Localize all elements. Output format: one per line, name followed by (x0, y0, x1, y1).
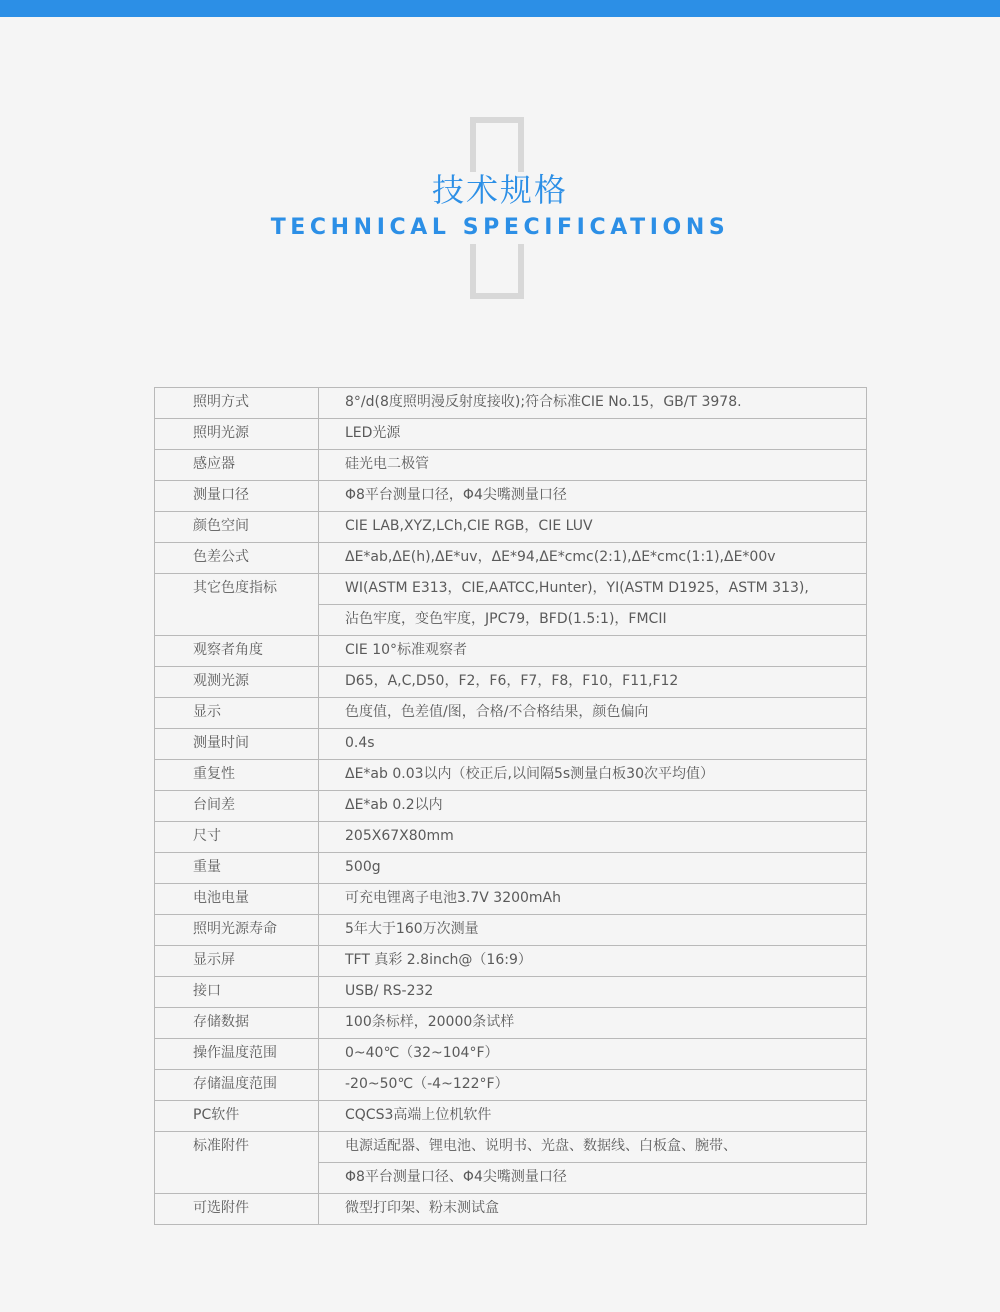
spec-value-line: 电源适配器、锂电池、说明书、光盘、数据线、白板盒、腕带、 (345, 1138, 737, 1154)
spec-row (155, 1101, 867, 1132)
spec-label: 颜色空间 (155, 512, 319, 543)
spec-row (155, 853, 867, 884)
spec-label: 接口 (155, 977, 319, 1008)
spec-value-line: LED光源 (345, 425, 401, 441)
spec-value (319, 1101, 867, 1132)
spec-value-line: ΔE*ab 0.2以内 (345, 797, 443, 813)
spec-row (155, 977, 867, 1008)
spec-label: 尺寸 (155, 822, 319, 853)
spec-value (319, 574, 867, 636)
top-accent-bar (0, 0, 1000, 17)
spec-value (319, 543, 867, 574)
spec-value (319, 1070, 867, 1101)
bracket-bottom-decoration (470, 244, 524, 299)
spec-value (319, 1008, 867, 1039)
spec-label: 照明方式 (155, 388, 319, 419)
spec-value-line: 100条标样，20000条试样 (345, 1014, 515, 1030)
spec-value (319, 667, 867, 698)
spec-value-line: 0.4s (345, 735, 375, 751)
spec-value (319, 1039, 867, 1070)
spec-row (155, 388, 867, 419)
spec-label: 色差公式 (155, 543, 319, 574)
spec-value (319, 915, 867, 946)
spec-value-line: CIE LAB,XYZ,LCh,CIE RGB，CIE LUV (345, 518, 593, 534)
spec-label: 观察者角度 (155, 636, 319, 667)
spec-row (155, 450, 867, 481)
spec-row (155, 574, 867, 636)
spec-label: 存储温度范围 (155, 1070, 319, 1101)
spec-row (155, 729, 867, 760)
spec-label: 可选附件 (155, 1194, 319, 1225)
spec-row (155, 760, 867, 791)
spec-row (155, 419, 867, 450)
spec-label: 照明光源寿命 (155, 915, 319, 946)
spec-value-line: 205X67X80mm (345, 828, 454, 844)
spec-value-line: CQCS3高端上位机软件 (345, 1107, 492, 1123)
spec-value (319, 481, 867, 512)
spec-value-line: 沾色牢度，变色牢度，JPC79，BFD(1.5:1)，FMCII (319, 604, 866, 635)
spec-label: 测量口径 (155, 481, 319, 512)
spec-value (319, 450, 867, 481)
section-title-english: TECHNICAL SPECIFICATIONS (270, 215, 730, 240)
spec-value-line: 500g (345, 859, 381, 875)
spec-value (319, 512, 867, 543)
spec-value-line: 5年大于160万次测量 (345, 921, 479, 937)
spec-row (155, 698, 867, 729)
spec-label: 其它色度指标 (155, 574, 319, 636)
spec-row (155, 481, 867, 512)
spec-value-line: WI(ASTM E313，CIE,AATCC,Hunter)，YI(ASTM D1925，ASTM 313), (345, 580, 809, 596)
spec-label: 观测光源 (155, 667, 319, 698)
spec-value-line: ΔE*ab,ΔE(h),ΔE*uv，ΔE*94,ΔE*cmc(2:1),ΔE*cmc(1:1),ΔE*00v (345, 549, 776, 565)
spec-label: 存储数据 (155, 1008, 319, 1039)
spec-label: 台间差 (155, 791, 319, 822)
spec-value (319, 884, 867, 915)
spec-value-line: 可充电锂离子电池3.7V 3200mAh (345, 890, 562, 906)
spec-value-line: Φ8平台测量口径，Φ4尖嘴测量口径 (345, 487, 567, 503)
spec-row (155, 1194, 867, 1225)
spec-value-line: TFT 真彩 2.8inch@（16:9） (345, 952, 532, 968)
section-title-chinese: 技术规格 (431, 171, 568, 209)
bracket-top-decoration (470, 117, 524, 172)
spec-value-line: ΔE*ab 0.03以内（校正后,以间隔5s测量白板30次平均值） (345, 766, 714, 782)
spec-row (155, 1039, 867, 1070)
spec-value (319, 791, 867, 822)
spec-value (319, 1194, 867, 1225)
spec-label: 操作温度范围 (155, 1039, 319, 1070)
spec-label: 照明光源 (155, 419, 319, 450)
spec-value-line: 8°/d(8度照明漫反射度接收);符合标准CIE No.15，GB/T 3978. (345, 394, 742, 410)
spec-value (319, 636, 867, 667)
spec-row (155, 791, 867, 822)
spec-label: 显示屏 (155, 946, 319, 977)
spec-row (155, 1070, 867, 1101)
spec-value (319, 853, 867, 884)
spec-value (319, 1132, 867, 1194)
spec-value-line: Φ8平台测量口径、Φ4尖嘴测量口径 (319, 1162, 866, 1193)
spec-value (319, 977, 867, 1008)
spec-label: 电池电量 (155, 884, 319, 915)
spec-label: 显示 (155, 698, 319, 729)
spec-row (155, 667, 867, 698)
spec-row (155, 1132, 867, 1194)
spec-value-line: 0~40℃（32~104°F） (345, 1045, 499, 1061)
spec-value (319, 760, 867, 791)
spec-label: 重复性 (155, 760, 319, 791)
spec-row (155, 636, 867, 667)
spec-row (155, 946, 867, 977)
spec-value-line: 色度值，色差值/图，合格/不合格结果，颜色偏向 (345, 704, 649, 720)
specifications-table (154, 387, 867, 1225)
spec-value-line: 微型打印架、粉末测试盒 (345, 1200, 499, 1216)
spec-row (155, 822, 867, 853)
spec-row (155, 512, 867, 543)
spec-value (319, 946, 867, 977)
spec-label: 重量 (155, 853, 319, 884)
spec-value (319, 698, 867, 729)
spec-label: 测量时间 (155, 729, 319, 760)
spec-value-line: 硅光电二极管 (345, 456, 429, 472)
spec-value (319, 419, 867, 450)
spec-label: PC软件 (155, 1101, 319, 1132)
spec-value-line: USB/ RS-232 (345, 983, 434, 999)
spec-label: 标准附件 (155, 1132, 319, 1194)
spec-row (155, 1008, 867, 1039)
spec-row (155, 915, 867, 946)
spec-row (155, 884, 867, 915)
spec-value (319, 822, 867, 853)
spec-value-line: CIE 10°标准观察者 (345, 642, 468, 658)
spec-value (319, 388, 867, 419)
spec-value (319, 729, 867, 760)
spec-value-line: -20~50℃（-4~122°F） (345, 1076, 509, 1092)
spec-label: 感应器 (155, 450, 319, 481)
spec-row (155, 543, 867, 574)
spec-value-line: D65，A,C,D50，F2，F6，F7，F8，F10，F11,F12 (345, 673, 679, 689)
